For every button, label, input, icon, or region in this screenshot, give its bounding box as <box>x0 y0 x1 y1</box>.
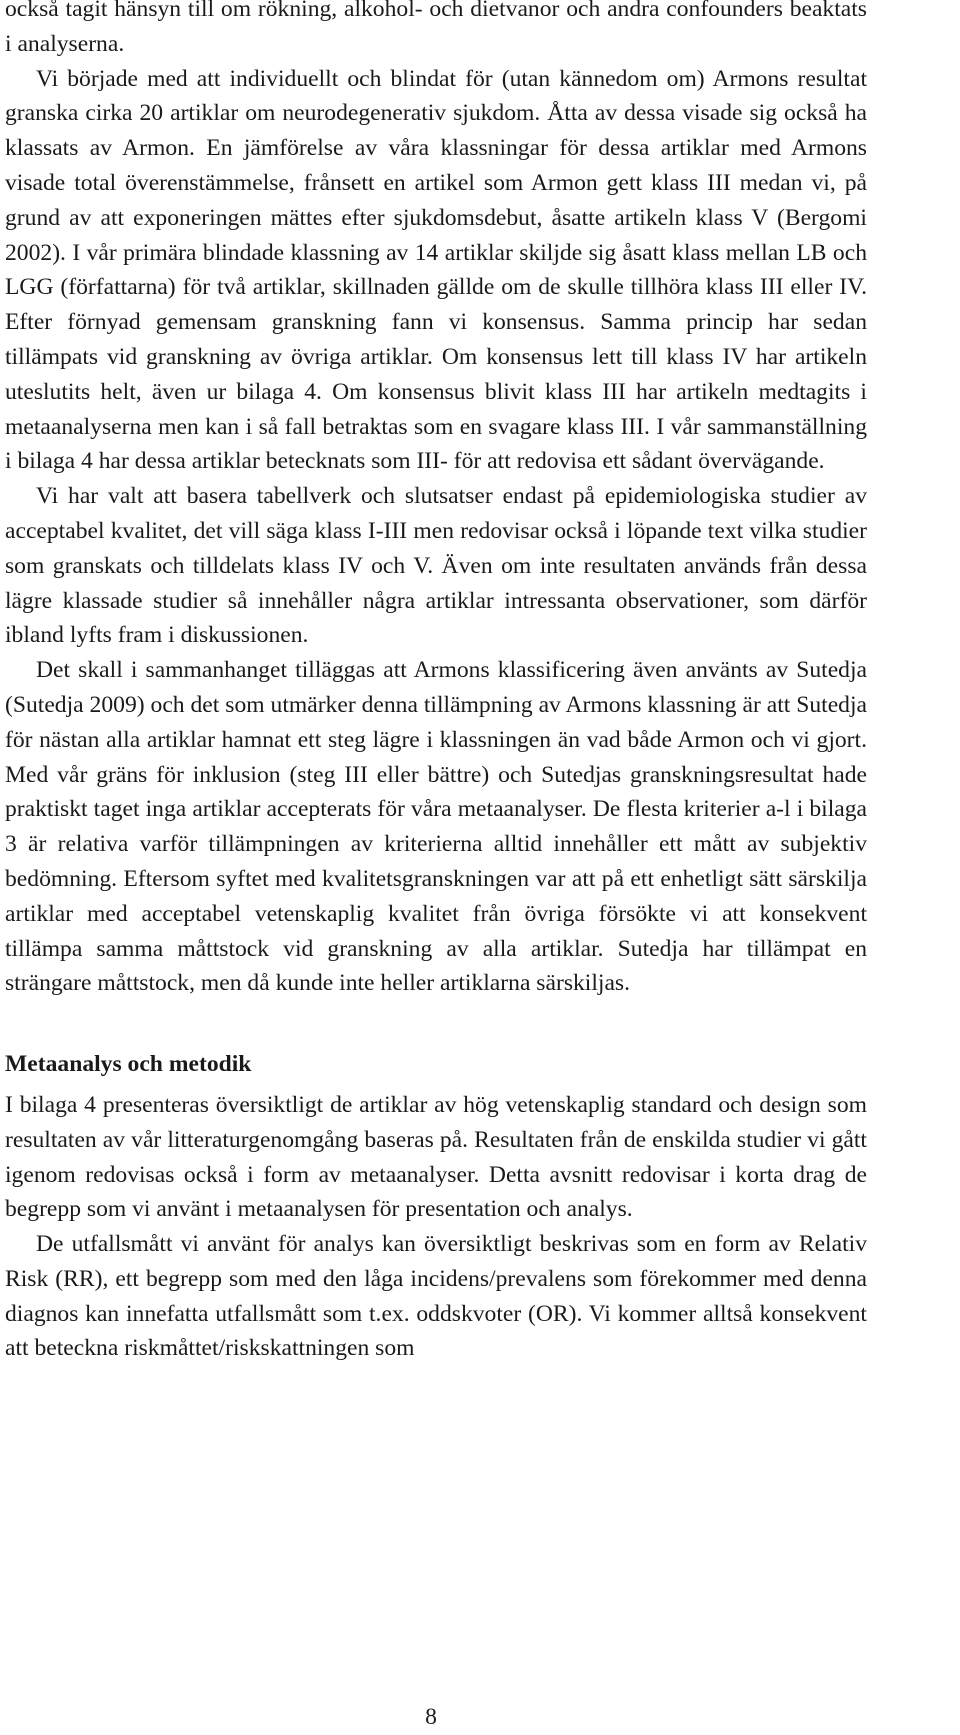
paragraph-metaanalysis-intro: I bilaga 4 presenteras översiktligt de artiklar av hög vetenskaplig standard och design som resultaten av vår litteraturgenomgång baseras på. Resultaten från de enskilda studier vi gått igenom redovisas också i form av metaanalyser. Detta avsnitt redovisar i korta drag de begrepp som vi använt i metaanalysen för presentation och analys. <box>5 1091 867 1223</box>
paragraph-blind-classification: Vi började med att individuellt och blindat för (utan kännedom om) Armons resultat granska cirka 20 artiklar om neurodegenerativ sjukdom. Åtta av dessa visade sig också ha klassats av Armon. En jämförelse av våra klassningar för dessa artiklar med Armons visade total överenstämmelse, frånsett en artikel som Armon gett klass III medan vi, på grund av att exponeringen mättes efter sjukdomsdebut, åsatte artikeln klass V (Bergomi 2002). I vår primära blindade klassning av 14 artiklar skiljde sig åsatt klass mellan LB och LGG (författarna) för två artiklar, skillnaden gällde om de skulle tillhöra klass III eller IV. Efter förnyad gemensam granskning fann vi konsensus. Samma princip har sedan tillämpats vid granskning av övriga artiklar. Om konsensus lett till klass IV har artikeln uteslutits helt, även ur bilaga 4. Om konsensus blivit klass III har artikeln medtagits i metaanalyserna men kan i så fall betraktas som en svagare klass III. I vår sammanställning i bilaga 4 har dessa artiklar betecknats som III- för att redovisa ett sådant övervägande. <box>5 65 867 475</box>
document-body <box>5 0 867 1366</box>
paragraph-sutedja: Det skall i sammanhanget tilläggas att Armons klassificering även använts av Sutedja (Sutedja 2009) och det som utmärker denna tillämpning av Armons klassning är att Sutedja för nästan alla artiklar hamnat ett steg lägre i klassningen än vad både Armon och vi gjort. Med vår gräns för inklusion (steg III eller bättre) och Sutedjas granskningsresultat hade praktiskt taget inga artiklar accepterats för våra metaanalyser. De flesta kriterier a-l i bilaga 3 är relativa varför tillämpningen av kriterierna alltid innehåller ett mått av subjektiv bedömning. Eftersom syftet med kvalitetsgranskningen var att på ett enhetligt sätt särskilja artiklar med acceptabel vetenskaplig kvalitet från övriga försökte vi att konsekvent tillämpa samma måttstock vid granskning av alla artiklar. Sutedja har tillämpat en strängare måttstock, men då kunde inte heller artiklarna särskiljas. <box>5 657 867 997</box>
page-number: 8 <box>425 1704 437 1730</box>
section-heading: Metaanalys och metodik <box>5 1051 252 1078</box>
paragraph-confounders: också tagit hänsyn till om rökning, alkohol- och dietvanor och andra confounders beaktats i analyserna. <box>5 0 867 57</box>
paragraph-outcome-measures: De utfallsmått vi använt för analys kan översiktligt beskrivas som en form av Relativ Risk (RR), ett begrepp som med den låga incidens/prevalens som förekommer med denna diagnos kan innefatta utfallsmått som t.ex. oddskvoter (OR). Vi kommer alltså konsekvent att beteckna riskmåttet/riskskattningen som <box>5 1231 867 1362</box>
paragraph-study-selection: Vi har valt att basera tabellverk och slutsatser endast på epidemiologiska studier av acceptabel kvalitet, det vill säga klass I-III men redovisar också i löpande text vilka studier som granskats och tilldelats klass IV och V. Även om inte resultaten används från dessa lägre klassade studier så innehåller några artiklar intressanta observationer, som därför ibland lyfts fram i diskussionen. <box>5 483 867 649</box>
